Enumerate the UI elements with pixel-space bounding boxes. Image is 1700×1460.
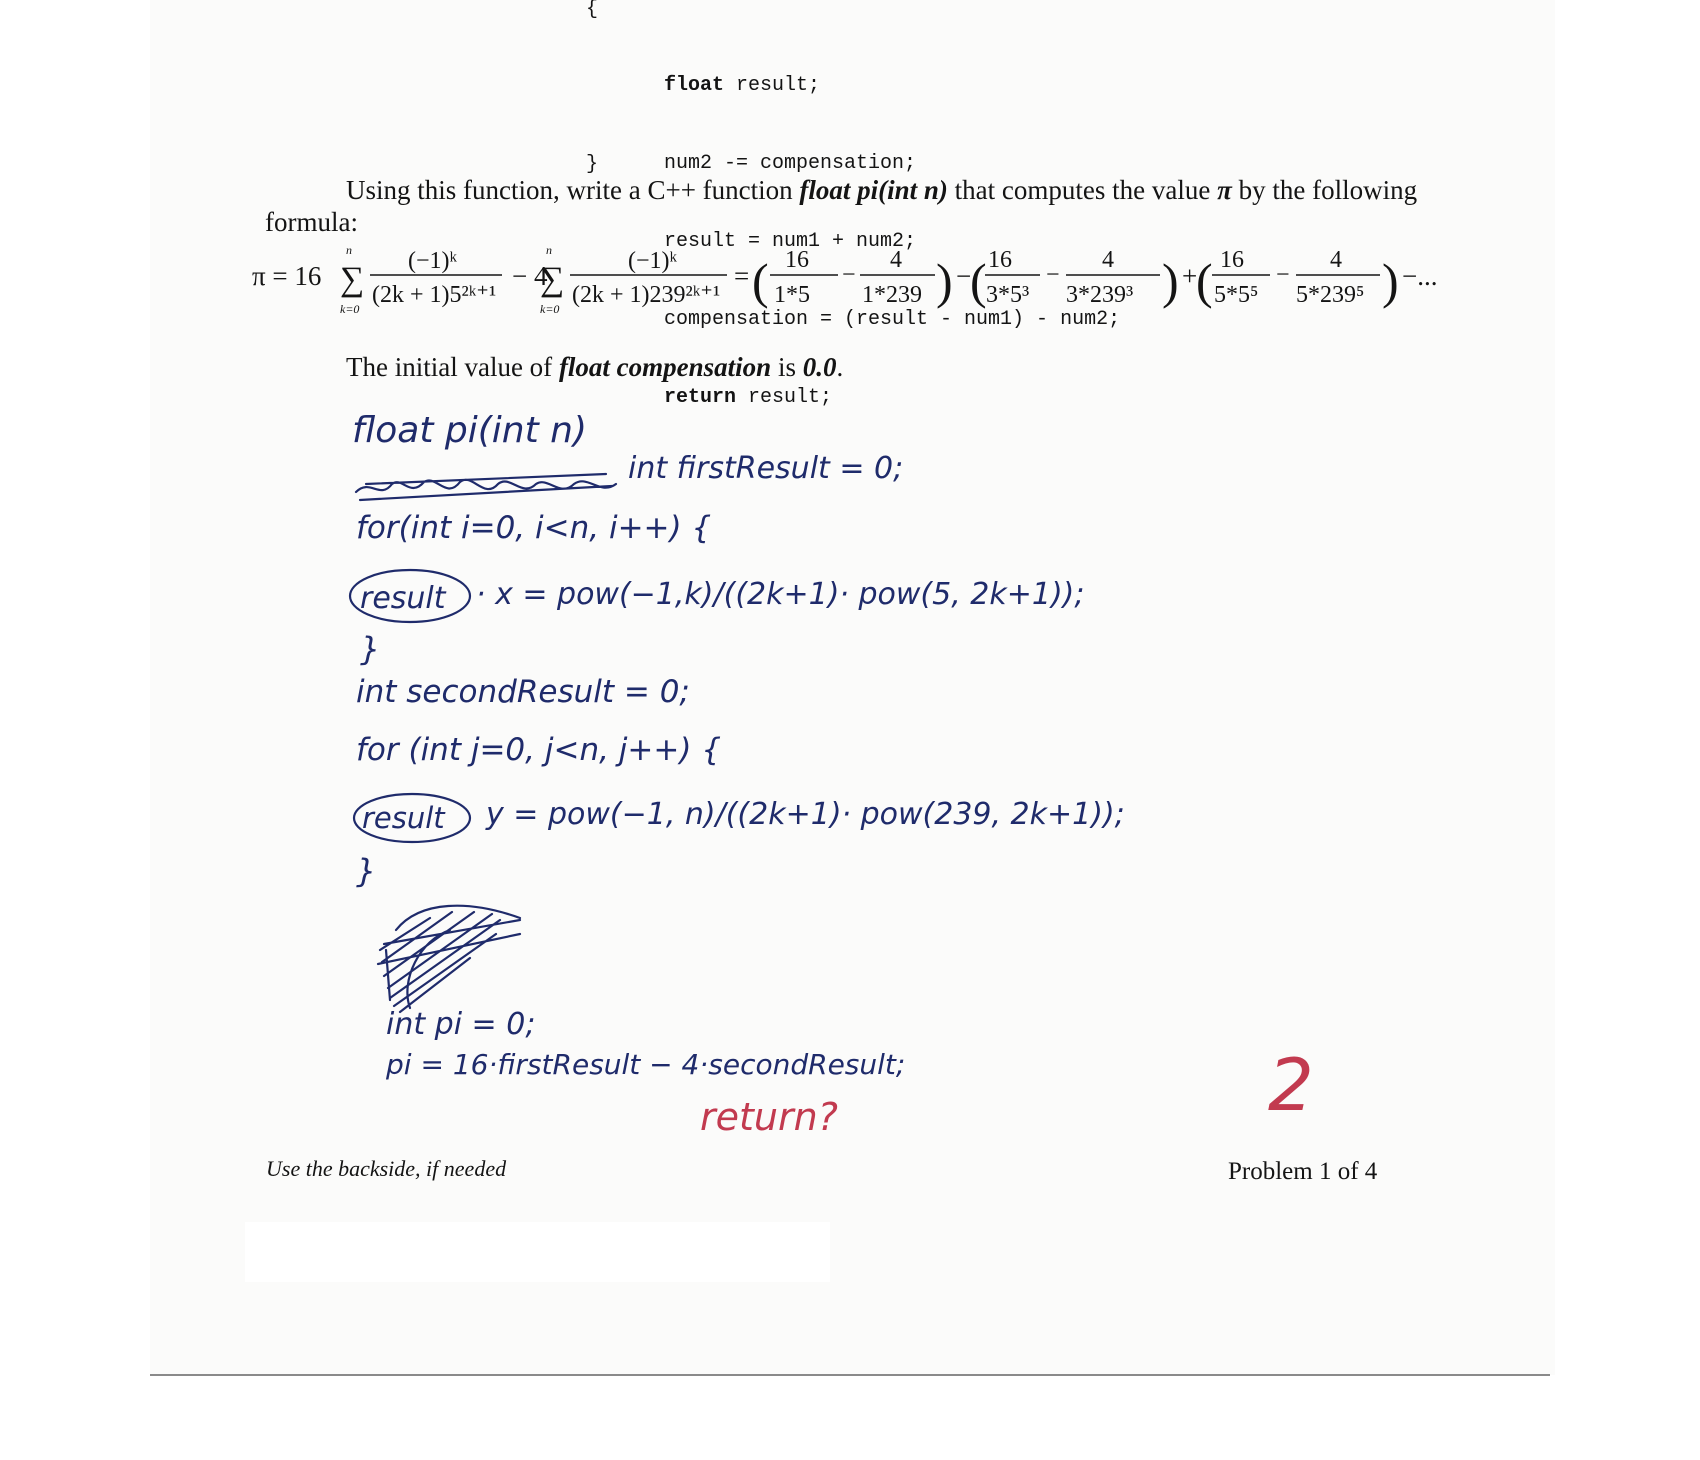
hw-line-6: int secondResult = 0; [356,674,690,710]
redaction-block [245,1222,830,1282]
g3-b-num: 4 [1330,247,1342,273]
hw-scribble-1 [356,474,616,500]
svg-text:−: − [842,262,856,288]
g2-a-den: 3*5³ [986,282,1030,308]
formula-equals: = [734,261,750,291]
code-line-4: compensation = (result - num1) - num2; [664,308,1121,331]
prompt-text: Using this function, write a C++ function float pi(int n) that computes the value π by the following [346,175,1418,205]
formula-lhs: π = 16 [252,261,322,291]
g1-a-den: 1*5 [774,282,810,308]
sum2-denominator: (2k + 1)239²ᵏ⁺¹ [572,282,721,308]
g1-a-num: 16 [785,247,809,273]
paren-close-1: ) [936,253,953,309]
sigma-2: ∑ [540,261,565,298]
g3-b-den: 5*239⁵ [1296,282,1365,308]
g1-b-num: 4 [890,247,902,273]
formula-sign1: − [956,261,972,291]
sum1-numerator: (−1)ᵏ [408,248,458,274]
g3-a-den: 5*5⁵ [1214,282,1259,308]
sigma-2-top: n [546,243,552,257]
code-line-2: num2 -= compensation; [664,152,917,175]
scan-edge-line [150,1374,1550,1376]
hw-line-4-rest: · x = pow(−1,k)/((2k+1)· pow(5, 2k+1)); [476,577,1085,612]
hw-line-5: } [360,630,381,668]
code-close-brace: } [586,153,599,176]
g1-b-den: 1*239 [862,282,922,308]
code-open-brace: { [586,0,599,21]
formula-trail: −... [1402,261,1438,291]
formula-sign2: + [1182,261,1198,291]
paren-open-2: ( [970,253,987,309]
sigma-1: ∑ [340,261,365,298]
hw-line-1: float pi(int n) [352,410,588,451]
hw-scribble-block [378,906,520,1012]
code-line-3: result = num1 + num2; [664,230,917,253]
paren-open-3: ( [1196,253,1213,309]
svg-text:−: − [1276,262,1290,288]
footer-backside-note: Use the backside, if needed [266,1156,507,1181]
paren-close-2: ) [1162,253,1179,309]
initial-value-note: The initial value of float compensation is 0.0. [346,352,844,382]
hw-line-2: int firstResult = 0; [628,451,904,486]
hw-line-4-word: result [360,581,446,616]
formula-minus4: − 4 [512,261,548,291]
hw-line-9: } [356,852,377,890]
sigma-1-bottom: k=0 [340,302,360,316]
hw-line-8-rest: y = pow(−1, n)/((2k+1)· pow(239, 2k+1)); [486,797,1125,832]
hw-line-10: int pi = 0; [386,1007,536,1042]
sigma-1-top: n [346,243,352,257]
hw-line-11: pi = 16·firstResult − 4·secondResult; [386,1048,906,1081]
sum2-numerator: (−1)ᵏ [628,248,678,274]
hw-line-7: for (int j=0, j<n, j++) { [356,732,722,768]
grader-comment: return? [700,1095,838,1139]
footer-problem-number: Problem 1 of 4 [1228,1158,1378,1185]
paren-open-1: ( [752,253,769,309]
grader-score: 2 [1268,1043,1314,1127]
hw-line-3: for(int i=0, i<n, i++) { [356,510,712,546]
g3-a-num: 16 [1220,247,1244,273]
sigma-2-bottom: k=0 [540,302,560,316]
code-line-1: float result; [664,74,821,97]
sum1-denominator: (2k + 1)5²ᵏ⁺¹ [372,282,497,308]
hw-line-8-word: result [362,801,445,835]
svg-text:−: − [1046,262,1060,288]
code-line-5: return result; [664,386,833,409]
g2-b-num: 4 [1102,247,1114,273]
g2-b-den: 3*239³ [1066,282,1134,308]
prompt-text-line2: formula: [265,207,358,237]
g2-a-num: 16 [988,247,1012,273]
paren-close-3: ) [1382,253,1399,309]
